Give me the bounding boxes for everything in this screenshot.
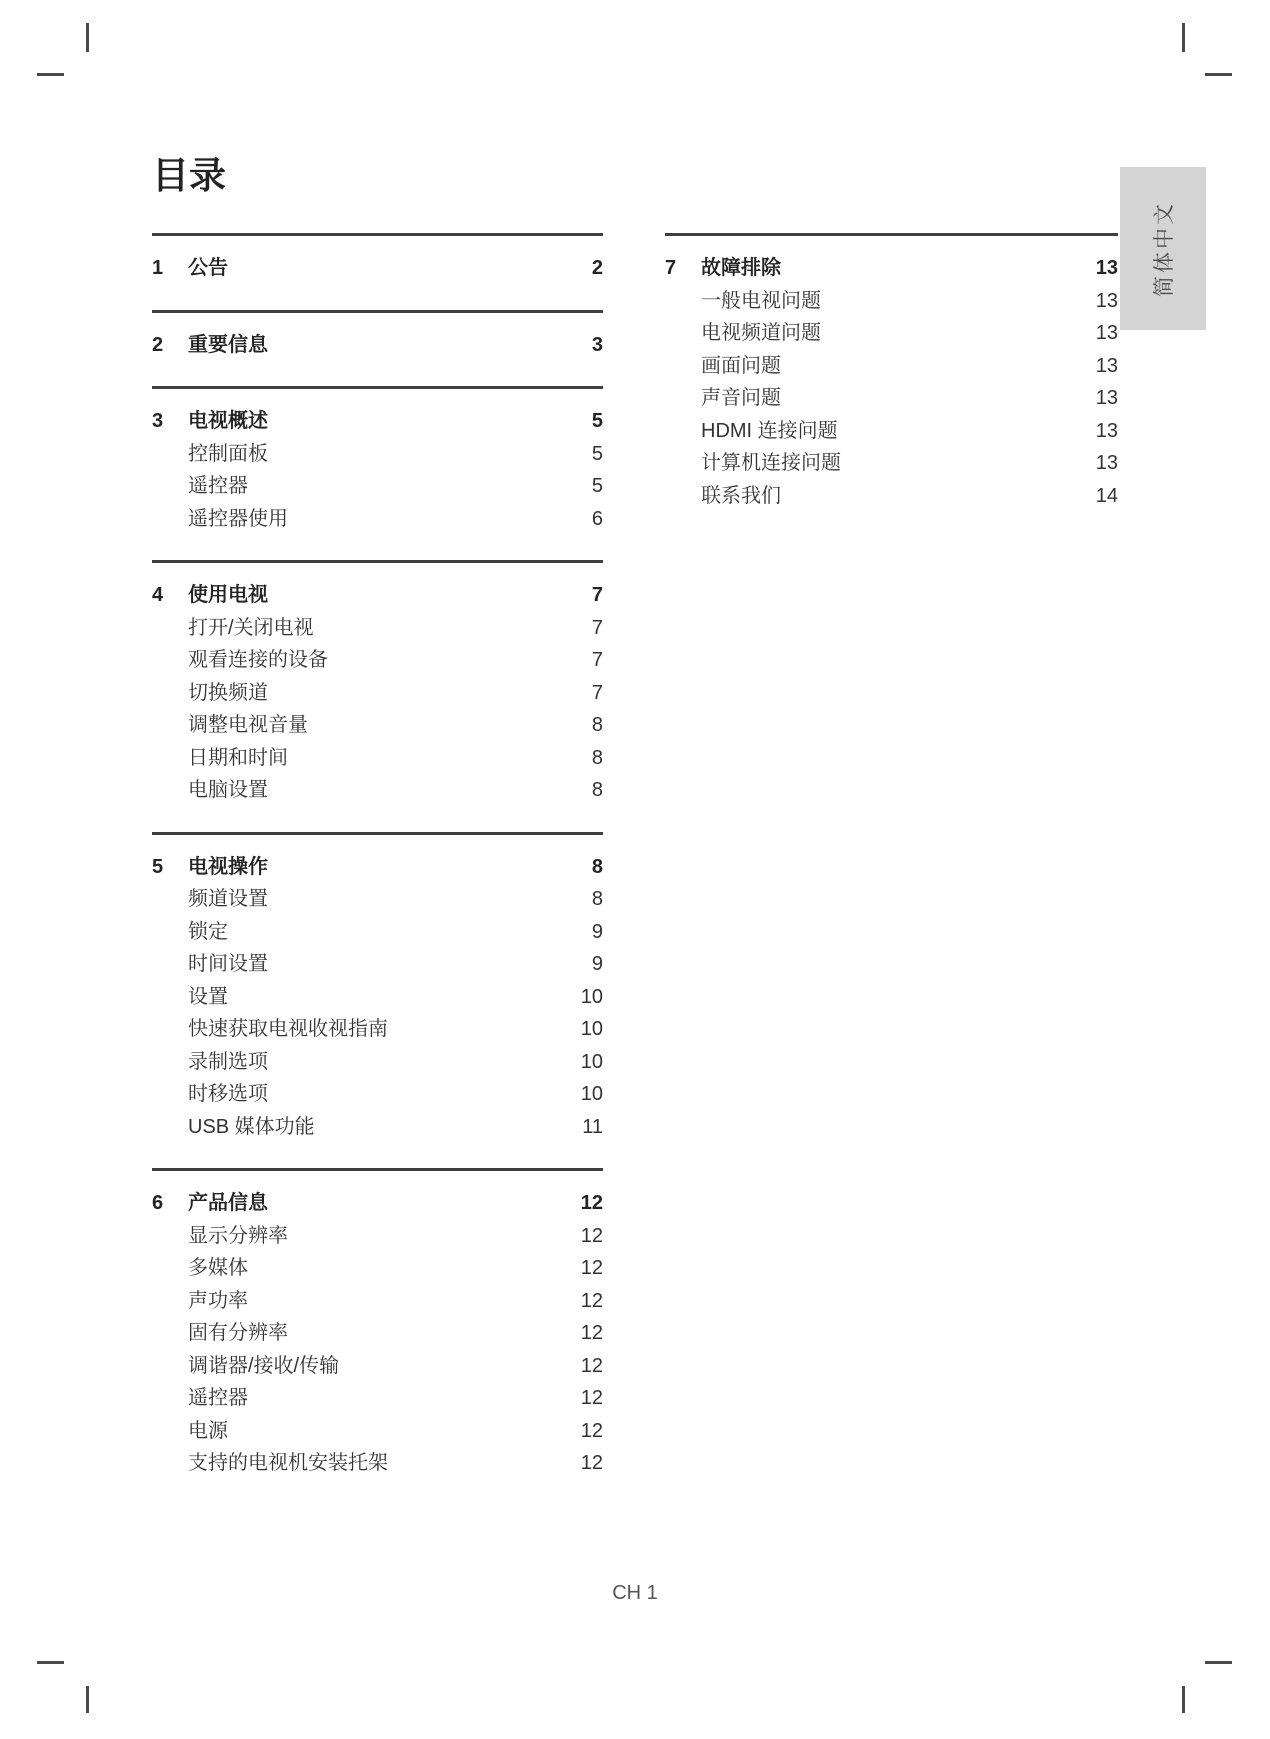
entry-label: 日期和时间 bbox=[188, 746, 288, 769]
entry-page-number: 9 bbox=[591, 953, 603, 975]
section-title: 重要信息 bbox=[188, 333, 268, 356]
entry-page-number: 14 bbox=[1095, 484, 1118, 507]
entry-label: 锁定 bbox=[188, 920, 228, 943]
toc-section bbox=[152, 310, 603, 362]
toc-entry bbox=[152, 1252, 603, 1285]
section-number: 2 bbox=[152, 333, 164, 356]
toc-entry bbox=[152, 883, 603, 916]
entry-label: 控制面板 bbox=[188, 442, 268, 465]
entry-page-number: 9 bbox=[591, 920, 603, 943]
section-page-number: 5 bbox=[591, 410, 603, 432]
section-number: 4 bbox=[152, 584, 164, 606]
toc-section-heading bbox=[152, 1187, 603, 1220]
entry-page-number: 7 bbox=[591, 681, 603, 704]
entry-label: 电视频道问题 bbox=[701, 322, 821, 344]
entry-label: 录制选项 bbox=[188, 1050, 268, 1073]
entry-page-number: 12 bbox=[580, 1224, 603, 1247]
entry-label: 频道设置 bbox=[188, 888, 268, 910]
entry-page-number: 12 bbox=[580, 1452, 603, 1474]
entry-page-number: 7 bbox=[591, 616, 603, 639]
toc-section bbox=[152, 1168, 603, 1480]
toc-entry bbox=[152, 470, 603, 503]
entry-label: 时移选项 bbox=[188, 1083, 268, 1105]
toc-entry bbox=[152, 677, 603, 710]
toc-entry bbox=[152, 1285, 603, 1318]
section-number: 7 bbox=[665, 257, 677, 279]
toc-entry bbox=[665, 285, 1118, 318]
crop-mark-bottom-right-horizontal bbox=[1205, 1661, 1232, 1664]
entry-page-number: 5 bbox=[591, 442, 603, 465]
crop-mark-top-right-horizontal bbox=[1205, 73, 1232, 76]
language-edge-tab-label: 简体中文 bbox=[1153, 200, 1176, 297]
entry-label: 调整电视音量 bbox=[188, 714, 308, 736]
section-page-number: 2 bbox=[591, 257, 603, 279]
page-number-footer: CH 1 bbox=[612, 1582, 658, 1604]
entry-page-number: 10 bbox=[580, 985, 603, 1008]
section-title: 公告 bbox=[188, 257, 228, 279]
entry-label: 遥控器 bbox=[188, 475, 248, 497]
toc-entry bbox=[152, 644, 603, 677]
entry-label: HDMI 连接问题 bbox=[701, 419, 838, 442]
section-title: 电视操作 bbox=[188, 855, 268, 878]
entry-page-number: 12 bbox=[580, 1419, 603, 1442]
toc-entry bbox=[152, 1220, 603, 1253]
toc-content bbox=[152, 155, 1118, 1505]
toc-entry bbox=[152, 1111, 603, 1144]
entry-label: 观看连接的设备 bbox=[188, 649, 328, 671]
toc-entry bbox=[152, 1447, 603, 1480]
entry-label: 电脑设置 bbox=[188, 779, 268, 801]
crop-mark-bottom-left-vertical bbox=[86, 1686, 89, 1713]
entry-page-number: 13 bbox=[1095, 387, 1118, 409]
toc-entry bbox=[665, 447, 1118, 480]
toc-column-left bbox=[152, 233, 603, 1505]
toc-entry bbox=[152, 1415, 603, 1448]
entry-label: 显示分辨率 bbox=[188, 1224, 288, 1247]
entry-label: 联系我们 bbox=[701, 484, 781, 507]
toc-columns bbox=[152, 233, 1118, 1505]
section-number: 6 bbox=[152, 1192, 164, 1214]
entry-page-number: 12 bbox=[580, 1322, 603, 1344]
entry-label: 声音问题 bbox=[701, 387, 781, 409]
entry-page-number: 10 bbox=[580, 1050, 603, 1073]
entry-page-number: 8 bbox=[591, 779, 603, 801]
entry-page-number: 12 bbox=[580, 1354, 603, 1377]
toc-section bbox=[152, 832, 603, 1144]
section-title: 使用电视 bbox=[188, 584, 268, 606]
entry-page-number: 13 bbox=[1095, 354, 1118, 377]
section-page-number: 3 bbox=[591, 333, 603, 356]
crop-mark-bottom-right-vertical bbox=[1182, 1686, 1185, 1713]
entry-page-number: 11 bbox=[582, 1115, 603, 1138]
toc-entry bbox=[152, 948, 603, 981]
toc-section-heading bbox=[152, 252, 603, 285]
section-page-number: 7 bbox=[591, 584, 603, 606]
entry-label: 遥控器 bbox=[188, 1387, 248, 1409]
entry-label: 电源 bbox=[188, 1419, 228, 1442]
entry-page-number: 7 bbox=[591, 649, 603, 671]
entry-page-number: 10 bbox=[580, 1018, 603, 1040]
toc-entry bbox=[665, 382, 1118, 415]
toc-entry bbox=[152, 1046, 603, 1079]
entry-page-number: 10 bbox=[580, 1083, 603, 1105]
toc-section-heading bbox=[152, 329, 603, 362]
toc-entry bbox=[665, 480, 1118, 513]
toc-entry bbox=[665, 317, 1118, 350]
section-page-number: 13 bbox=[1095, 257, 1118, 279]
toc-section-heading bbox=[665, 252, 1118, 285]
toc-section-heading bbox=[152, 851, 603, 884]
toc-entry bbox=[665, 350, 1118, 383]
section-page-number: 8 bbox=[591, 855, 603, 878]
section-title: 产品信息 bbox=[188, 1192, 268, 1214]
toc-entry bbox=[665, 415, 1118, 448]
toc-section bbox=[152, 233, 603, 285]
entry-page-number: 13 bbox=[1095, 289, 1118, 312]
section-title: 电视概述 bbox=[188, 410, 268, 432]
toc-entry bbox=[152, 1013, 603, 1046]
toc-entry bbox=[152, 1078, 603, 1111]
entry-label: 时间设置 bbox=[188, 953, 268, 975]
entry-page-number: 8 bbox=[591, 714, 603, 736]
entry-label: 声功率 bbox=[188, 1289, 248, 1312]
entry-page-number: 12 bbox=[580, 1387, 603, 1409]
entry-label: 固有分辨率 bbox=[188, 1322, 288, 1344]
language-edge-tab bbox=[1120, 167, 1206, 330]
entry-page-number: 13 bbox=[1095, 419, 1118, 442]
entry-label: 快速获取电视收视指南 bbox=[188, 1018, 388, 1040]
entry-page-number: 13 bbox=[1095, 452, 1118, 474]
toc-entry bbox=[152, 1382, 603, 1415]
crop-mark-top-left-horizontal bbox=[37, 73, 64, 76]
entry-label: 遥控器使用 bbox=[188, 507, 288, 530]
entry-page-number: 5 bbox=[591, 475, 603, 497]
entry-label: 多媒体 bbox=[188, 1257, 248, 1279]
entry-label: 调谐器/接收/传输 bbox=[188, 1354, 340, 1377]
entry-page-number: 13 bbox=[1095, 322, 1118, 344]
toc-entry bbox=[152, 742, 603, 775]
entry-page-number: 12 bbox=[580, 1289, 603, 1312]
toc-section bbox=[665, 233, 1118, 512]
toc-column-right bbox=[665, 233, 1118, 537]
toc-entry bbox=[152, 503, 603, 536]
entry-page-number: 8 bbox=[591, 888, 603, 910]
entry-label: 画面问题 bbox=[701, 354, 781, 377]
toc-entry bbox=[152, 981, 603, 1014]
section-number: 5 bbox=[152, 855, 164, 878]
toc-section bbox=[152, 560, 603, 807]
toc-entry bbox=[152, 1317, 603, 1350]
entry-label: 计算机连接问题 bbox=[701, 452, 841, 474]
section-page-number: 12 bbox=[580, 1192, 603, 1214]
crop-mark-bottom-left-horizontal bbox=[37, 1661, 64, 1664]
toc-section bbox=[152, 386, 603, 535]
entry-page-number: 12 bbox=[580, 1257, 603, 1279]
toc-section-heading bbox=[152, 405, 603, 438]
entry-page-number: 8 bbox=[591, 746, 603, 769]
toc-entry bbox=[152, 438, 603, 471]
section-number: 1 bbox=[152, 257, 164, 279]
toc-entry bbox=[152, 916, 603, 949]
toc-entry bbox=[152, 612, 603, 645]
entry-label: USB 媒体功能 bbox=[188, 1115, 315, 1138]
toc-section-heading bbox=[152, 579, 603, 612]
entry-label: 设置 bbox=[188, 985, 228, 1008]
entry-label: 一般电视问题 bbox=[701, 289, 821, 312]
section-title: 故障排除 bbox=[701, 257, 781, 279]
toc-entry bbox=[152, 774, 603, 807]
entry-label: 打开/关闭电视 bbox=[188, 616, 314, 639]
entry-label: 切换频道 bbox=[188, 681, 268, 704]
crop-mark-top-right-vertical bbox=[1182, 23, 1185, 52]
page-title: 目录 bbox=[152, 155, 226, 196]
entry-page-number: 6 bbox=[591, 507, 603, 530]
crop-mark-top-left-vertical bbox=[86, 23, 89, 52]
entry-label: 支持的电视机安装托架 bbox=[188, 1452, 388, 1474]
toc-entry bbox=[152, 1350, 603, 1383]
toc-entry bbox=[152, 709, 603, 742]
section-number: 3 bbox=[152, 410, 164, 432]
